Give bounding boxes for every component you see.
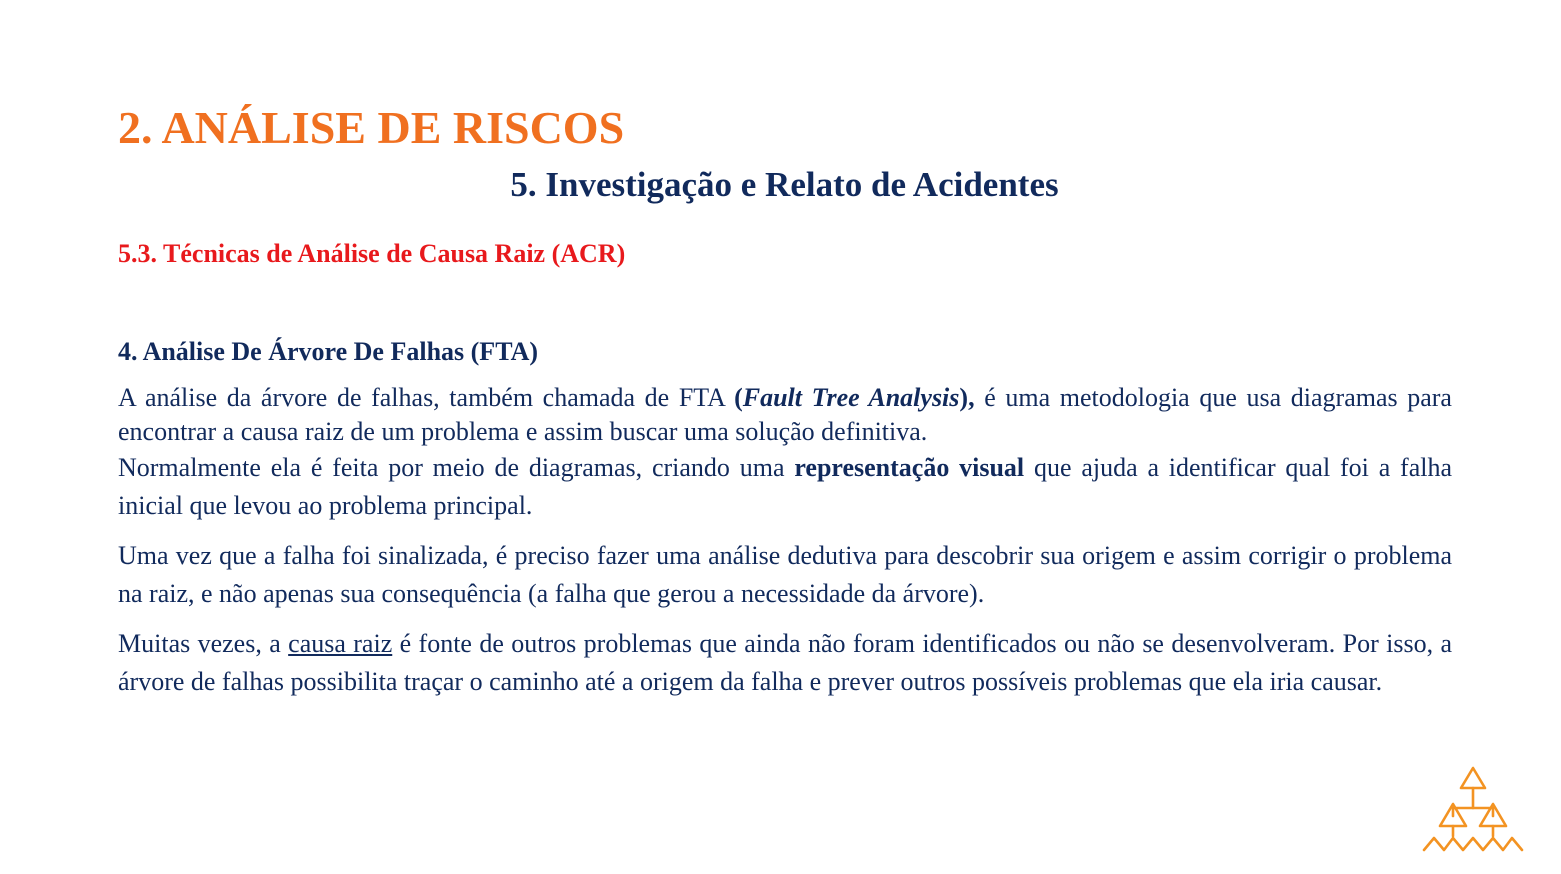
paragraph-text: é fonte de outros problemas que ainda não foram identificados ou não se desenvolveram. Por isso, a árvore de falhas possibilita traçar o caminho até a origem da falha e prever outros possíveis problemas que ela iria causar.	[118, 629, 1452, 696]
paragraph-text: Muitas vezes, a	[118, 629, 289, 658]
paragraph-definition	[118, 381, 1452, 449]
paren-open: (	[734, 383, 743, 412]
visual-representation-term: representação visual	[794, 453, 1025, 482]
paren-close: ),	[959, 383, 975, 412]
fault-tree-analysis-term: Fault Tree Analysis	[742, 383, 960, 412]
paragraph-text: A análise da árvore de falhas, também chamada de FTA	[118, 383, 735, 412]
paragraph-deductive	[118, 537, 1452, 613]
paragraph-text: Normalmente ela é feita por meio de diagramas, criando uma	[118, 453, 795, 482]
paragraph-visual	[118, 449, 1452, 525]
paragraph-text: que ajuda a identificar qual foi a falha inicial que levou ao problema principal.	[118, 453, 1453, 520]
page-title: 2. ANÁLISE DE RISCOS	[118, 102, 625, 153]
paragraph-text: é uma metodologia que usa diagramas para encontrar a causa raiz de um problema e assim buscar uma solução definitiva.	[118, 383, 1452, 446]
section-title: 5. Investigação e Relato de Acidentes	[510, 165, 1059, 204]
body-text	[118, 381, 1452, 701]
topic-heading: 4. Análise De Árvore De Falhas (FTA)	[118, 337, 539, 366]
paragraph-text: Uma vez que a falha foi sinalizada, é preciso fazer uma análise dedutiva para descobrir sua origem e assim corrigir o problema na raiz, e não apenas sua consequência (a falha que gerou a necessidade da árvore).	[118, 541, 1452, 608]
triangle-network-logo-icon	[1420, 764, 1526, 856]
paragraph-root-cause	[118, 625, 1452, 701]
root-cause-link: causa raiz	[288, 629, 393, 658]
subsection-title: 5.3. Técnicas de Análise de Causa Raiz (ACR)	[118, 239, 626, 268]
